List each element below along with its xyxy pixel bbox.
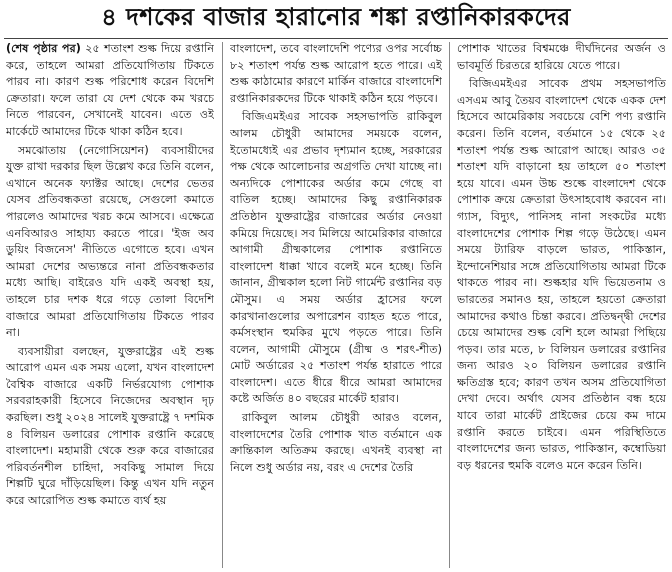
paragraph: ব্যবসায়ীরা বলছেন, যুক্তরাষ্ট্রের এই শুল্ক আরোপ এমন এক সময় এলো, যখন বাংলাদেশ বৈশ্বিক বাজারে একটি নির্ভরযোগ্য পোশাক সরবরাহকারী হিসেবে নিজেদের অবস্থান দৃঢ় করছিল। শুধু ২০২৪ সালেই যুক্তরাষ্ট্রে ৭ দশমিক ৪ বিলিয়ন ডলারের পোশাক রপ্তানি করেছে বাংলাদেশ। মহামারী থেকে শুরু করে বাজারের পরিবর্তনশীল চাহিদা, সবকিছু সামাল দিয়ে শিল্পটি ঘুরে দাঁড়িয়েছিল। কিন্তু এখন যদি নতুন করে আরোপিত শুল্ক কমাতে ব্যর্থ হয়: [6, 344, 214, 508]
continuation-marker: (শেষ পৃষ্ঠার পর): [6, 42, 81, 55]
column-1: [6, 41, 214, 569]
column-divider: [222, 42, 223, 568]
headline-rule: [4, 38, 668, 39]
paragraph: [6, 41, 214, 141]
paragraph: সমঝোতায় (নেগোসিয়েশন) ব্যবসায়ীদের যুক্ত রাখা দরকার ছিল উল্লেখ করে তিনি বলেন, এখানে অনেক ফ্যাক্টর আছে। দেশের ভেতর যেসব প্রতিবন্ধকতা রয়েছে, সেগুলো কমাতে পারলেও আমাদের খরচ কমে আসবে। এক্ষেত্রে এনবিআরও সাহায্য করতে পারে। 'ইজ অব ডুয়িং বিজনেস' নীতিতে এগোতে হবে। এখন আমরা দেশের অভ্যন্তরে নানা প্রতিবন্ধকতার মধ্যে আছি। বাইরেও যদি একই অবস্থা হয়, তাহলে চার দশক ধরে গড়ে তোলা বিদেশি বাজারে আমরা প্রতিযোগিতায় টিকতে পারব না।: [6, 143, 214, 340]
column-divider: [449, 42, 450, 568]
paragraph: বিজিএমইএর সাবেক সহসভাপতি রাকিবুল আলম চৌধুরী আমাদের সময়কে বলেন, ইতোমধ্যেই এর প্রভাব দৃশ্যমান হচ্ছে, সরকারের পক্ষ থেকে আলোচনার অগ্রগতি দেখা যাচ্ছে না। অন্যদিকে পোশাকের অর্ডার কমে গেছে বা বাতিল হচ্ছে। আমাদের কিছু রপ্তানিকারক প্রতিষ্ঠান যুক্তরাষ্ট্রের বাজারের অর্ডার নেওয়া কমিয়ে দিয়েছে। সব মিলিয়ে আমেরিকার বাজারে আগামী গ্রীষ্মকালের পোশাক রপ্তানিতে বাংলাদেশ ধাক্কা খাবে বলেই মনে হচ্ছে। তিনি জানান, গ্রীষ্মকাল হলো নিট গার্মেন্ট রপ্তানির বড় মৌসুম। এ সময় অর্ডার হ্রাসের ফলে কারখানাগুলোর অপারেশন ব্যাহত হতে পারে, কর্মসংস্থান হুমকির মুখে পড়তে পারে। তিনি বলেন, আগামী মৌসুমে (গ্রীষ্ম ও শরৎ-শীত) মোট অর্ডারের ২৫ শতাংশ পর্যন্ত হারাতে পারে বাংলাদেশ। এতে ধীরে ধীরে আমরা আমাদের কষ্টে অর্জিত ৪০ বছরের মার্কেট হারাব।: [230, 110, 442, 406]
column-3: [457, 41, 666, 569]
paragraph: বাংলাদেশ, তবে বাংলাদেশি পণ্যের ওপর সর্বোচ্চ ৮২ শতাংশ পর্যন্ত শুল্ক আরোপ হতে পারে। এই শুল্ক কাঠামোর কারণে মার্কিন বাজারে বাংলাদেশি রপ্তানিকারকদের টিকে থাকাই কঠিন হয়ে পড়বে।: [230, 42, 442, 105]
headline: ৪ দশকের বাজার হারানোর শঙ্কা রপ্তানিকারকদের: [101, 2, 571, 31]
paragraph: পোশাক খাতের বিশ্বমঞ্চে দীর্ঘদিনের অর্জন ও ভাবমূর্তি চিরতরে হারিয়ে যেতে পারে।: [457, 42, 666, 72]
paragraph: রাকিবুল আলম চৌধুরী আরও বলেন, বাংলাদেশের তৈরি পোশাক খাত বর্তমানে এক ক্রান্তিকাল অতিক্রম করছে। এখনই ব্যবস্থা না নিলে শুধু অর্ডার নয়, বরং এ দেশের তৈরি: [230, 411, 442, 474]
paragraph-text: ২৫ শতাংশ শুল্ক দিয়ে রপ্তানি করে, তাহলে আমরা প্রতিযোগিতায় টিকতে পারব না। কারণ শুল্ক পরিশোধ করেন বিদেশি ক্রেতারা। ফলে তারা যে দেশ থেকে কম খরচে নিতে পারবেন, সেখানেই যাবেন। এতে ওই মার্কেটে আমাদের টিকে থাকা কঠিন হবে।: [6, 42, 214, 138]
paragraph: বিজিএমইএর সাবেক প্রথম সহসভাপতি এসএম আবু তৈয়ব বাংলাদেশ থেকে একক দেশ হিসেবে আমেরিকায় সবচেয়ে বেশি পণ্য রপ্তানি করেন। তিনি বলেন, বর্তমানে ১৫ থেকে ২৫ শতাংশ পর্যন্ত শুল্ক আরোপ আছে। আরও ৩৫ শতাংশ যদি বাড়ানো হয় তাহলে ৫০ শতাংশ হয়ে যাবে। এমন উচ্চ শুল্কে বাংলাদেশ থেকে পোশাক ক্রয়ে ক্রেতারা উৎসাহবোধ করবেন না। গ্যাস, বিদ্যুৎ, পানিসহ নানা সংকটের মধ্যে বাংলাদেশের পোশাক শিল্প গড়ে উঠেছে। এমন সময়ে ট্যারিফ বাড়লে ভারত, পাকিস্তান, ইন্দোনেশিয়ার সঙ্গে প্রতিযোগিতায় আমরা টিকে থাকতে পারব না। শুল্কহার যদি ভিয়েতনাম ও ভারতের সমানও হয়, তাহলে হয়তো ক্রেতারা আমাদের কথাও চিন্তা করবে। প্রতিদ্বন্দ্বী দেশের চেয়ে আমাদের শুল্ক বেশি হলে আমরা পিছিয়ে পড়ব। তার মতে, ৮ বিলিয়ন ডলারের রপ্তানির জন্য আরও ২০ বিলিয়ন ডলারের রপ্তানি ক্ষতিগ্রস্ত হবে; কারণ তখন অসম প্রতিযোগিতা দেখা দেবে। অর্থাৎ যেসব প্রতিষ্ঠান বন্ধ হয়ে যাবে তারা মার্কেট প্রাইজের চেয়ে কম দামে রপ্তানি করতে চাইবে। এমন পরিস্থিতিতে বাংলাদেশের জন্য ভারত, পাকিস্তান, কম্বোডিয়া বড় ধরনের হুমকি বলেও মনে করেন তিনি।: [457, 77, 666, 472]
column-2: [230, 41, 442, 569]
